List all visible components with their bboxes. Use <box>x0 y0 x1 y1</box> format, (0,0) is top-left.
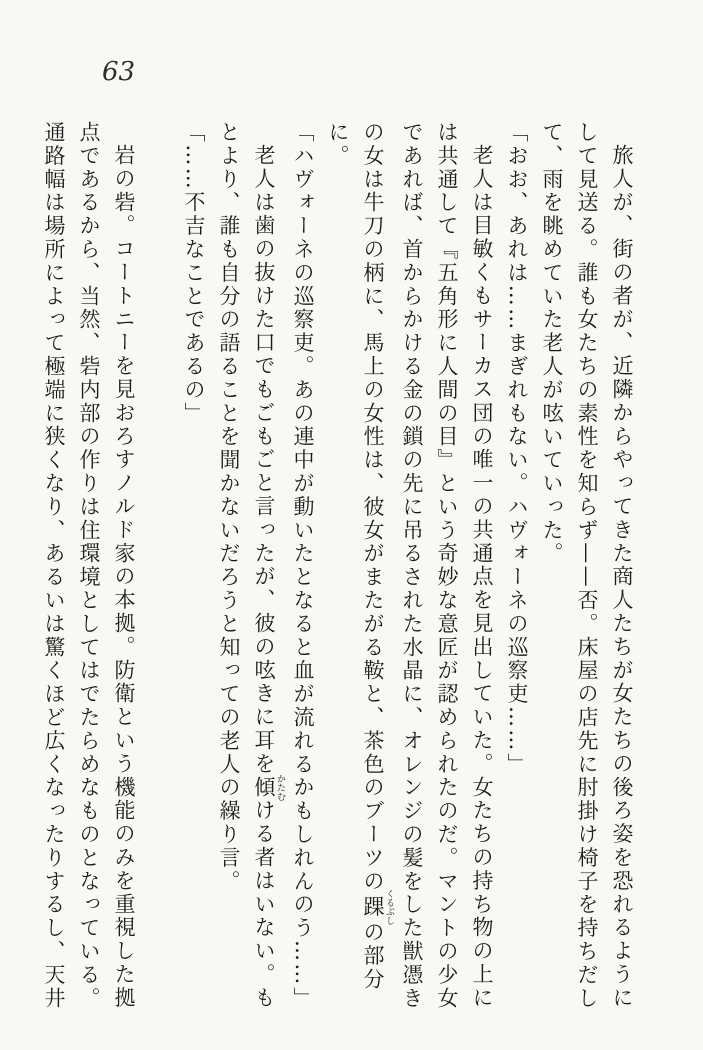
text-line-9-dialogue: 「ハヴォーネの巡察吏。あの連中が動いたとなると血が流れるかもしれんのう……」 <box>291 121 315 1011</box>
text-line-14: 点であるから、当然、砦内部の作りは住環境としてはでたらめなものとなっている。 <box>77 121 101 1011</box>
text-line-4-dialogue: 「おお、あれは……まぎれもない。ハヴォーネの巡察吏……」 <box>505 121 529 777</box>
text-line-8: の女は牛刀の柄に、馬上の女性は、彼女がまたがる鞍と、茶色のブーツの踝 くるぶしの部分に。 <box>326 121 394 992</box>
text-line-15: 通路幅は場所によって極端に狭くなり、あるいは驚くほど広くなったりするし、天井 <box>42 121 66 1011</box>
text-line-13: 岩の砦。コートニーを見おろすノルド家の本拠。防衛という機能のみを重視した拠 <box>112 144 136 1011</box>
text-line-6: は共通して『五角形に人間の目』という奇妙な意匠が認められたのだ。マントの少女 <box>435 121 459 1011</box>
text-line-1: 旅人が、街の者が、近隣からやってきた商人たちが女たちの後ろ姿を恐れるように <box>610 144 634 1011</box>
section-break <box>141 121 176 131</box>
text-line-10: 老人は歯の抜けた口でもごもごと言ったが、彼の呟きに耳を傾 かたむける者はいない。も <box>252 144 285 1011</box>
text-column-area <box>36 121 639 1016</box>
text-line-5: 老人は目敏くもサーカス団の唯一の共通点を見出していた。女たちの持ち物の上に <box>470 144 494 1011</box>
text-line-12-dialogue: 「……不吉なことであるの」 <box>182 121 206 426</box>
text-line-7: であれば、首からかける金の鎖の先に吊るされた水晶に、オレンジの髪をした獣憑き <box>400 121 424 1011</box>
text-line-2: して見送る。誰も女たちの素性を知らず——否。床屋の店先に肘掛け椅子を持ちだし <box>575 121 599 1011</box>
text-line-11: とより、誰も自分の語ることを聞かないだろうと知っての老人の繰り言。 <box>217 121 241 894</box>
text-line-3: て、雨を眺めていた老人が呟いていった。 <box>540 121 564 566</box>
page-number: 63 <box>102 57 136 87</box>
